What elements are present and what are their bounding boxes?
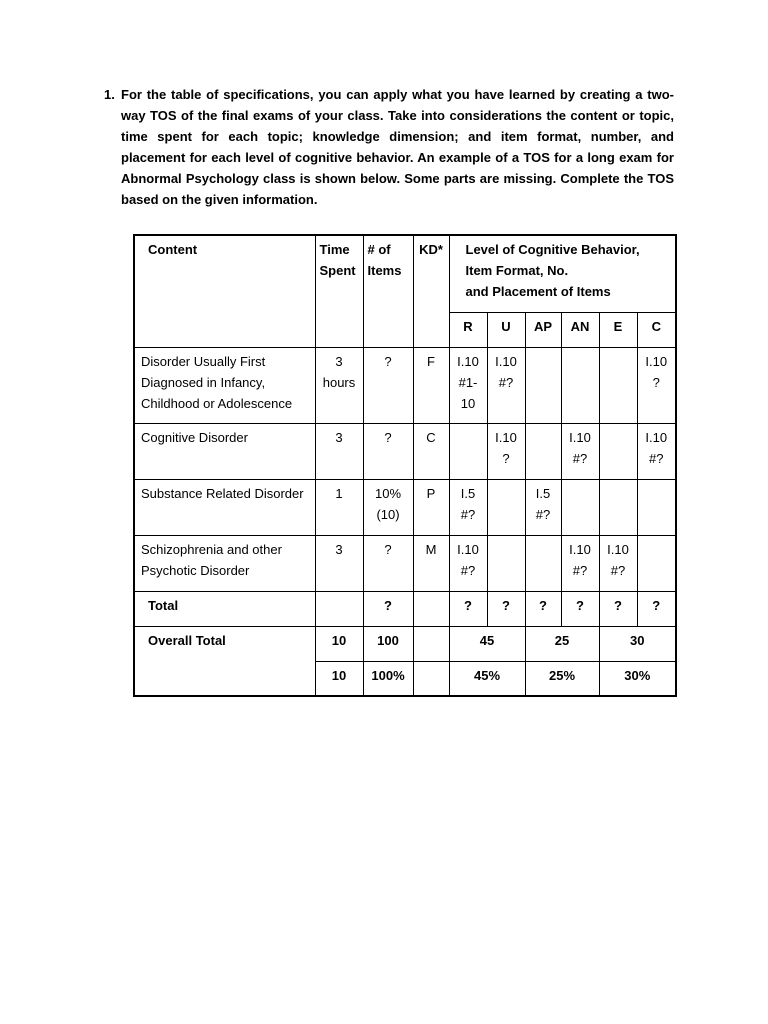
instruction-text: For the table of specifications, you can apply what you have learned by creating a two-way TOS of the final exams of your class. Take into considerations the content or topic, time spent for each topic; knowledge dimension; and item format, number, and placement for each level of cognitive behavior. An example of a TOS for a long exam for Abnormal Psychology class is shown below. Some parts are missing. Complete the TOS based on the given information. [121, 87, 674, 207]
tos-table [133, 234, 677, 697]
total-r: ? [449, 591, 487, 626]
cell-e [599, 423, 637, 479]
total-time [315, 591, 363, 626]
cell-an: I.10 #? [561, 535, 599, 591]
row-time: 1 [315, 479, 363, 535]
cell-u: I.10 ? [487, 423, 525, 479]
overall-items-pct: 100% [363, 661, 413, 696]
cell-ap [525, 535, 561, 591]
cell-an: I.10 #? [561, 423, 599, 479]
cell-ap [525, 347, 561, 423]
overall-group-ru: 45 [449, 626, 525, 661]
row-kd: F [413, 347, 449, 423]
cell-an [561, 347, 599, 423]
level-code-c: C [637, 312, 676, 347]
overall-kd-pct [413, 661, 449, 696]
table-row [134, 347, 676, 423]
header-content: Content [134, 235, 315, 347]
total-c: ? [637, 591, 676, 626]
header-row [134, 235, 676, 312]
cell-c: I.10 #? [637, 423, 676, 479]
cell-c [637, 535, 676, 591]
cell-u [487, 535, 525, 591]
row-content: Disorder Usually First Diagnosed in Infancy, Childhood or Adolescence [134, 347, 315, 423]
level-code-r: R [449, 312, 487, 347]
header-level-of-cognitive-behavior: Level of Cognitive Behavior, Item Format, No. and Placement of Items [449, 235, 676, 312]
cell-u [487, 479, 525, 535]
cell-r [449, 423, 487, 479]
instruction-number: 1. [104, 87, 115, 102]
overall-group-apan: 25 [525, 626, 599, 661]
overall-kd [413, 626, 449, 661]
cell-r: I.10 #1- 10 [449, 347, 487, 423]
cell-an [561, 479, 599, 535]
cell-e [599, 347, 637, 423]
cell-r: I.5 #? [449, 479, 487, 535]
total-ap: ? [525, 591, 561, 626]
total-an: ? [561, 591, 599, 626]
overall-items: 100 [363, 626, 413, 661]
overall-total-label: Overall Total [134, 626, 315, 696]
instruction-paragraph [104, 84, 674, 210]
overall-time: 10 [315, 626, 363, 661]
row-time: 3 hours [315, 347, 363, 423]
row-items: 10% (10) [363, 479, 413, 535]
overall-time-pct: 10 [315, 661, 363, 696]
row-kd: C [413, 423, 449, 479]
row-kd: P [413, 479, 449, 535]
row-content: Cognitive Disorder [134, 423, 315, 479]
overall-group-ec: 30 [599, 626, 676, 661]
cell-c: I.10 ? [637, 347, 676, 423]
total-label: Total [134, 591, 315, 626]
table-row [134, 423, 676, 479]
total-items: ? [363, 591, 413, 626]
table-row [134, 479, 676, 535]
row-items: ? [363, 535, 413, 591]
total-row [134, 591, 676, 626]
level-code-an: AN [561, 312, 599, 347]
cell-e: I.10 #? [599, 535, 637, 591]
row-items: ? [363, 347, 413, 423]
overall-group-ec-pct: 30% [599, 661, 676, 696]
cell-u: I.10 #? [487, 347, 525, 423]
table-row [134, 535, 676, 591]
overall-total-row [134, 626, 676, 661]
row-time: 3 [315, 423, 363, 479]
level-code-ap: AP [525, 312, 561, 347]
header-number-of-items: # of Items [363, 235, 413, 347]
cell-r: I.10 #? [449, 535, 487, 591]
cell-ap [525, 423, 561, 479]
total-kd [413, 591, 449, 626]
row-items: ? [363, 423, 413, 479]
level-code-e: E [599, 312, 637, 347]
cell-e [599, 479, 637, 535]
row-time: 3 [315, 535, 363, 591]
level-code-u: U [487, 312, 525, 347]
total-u: ? [487, 591, 525, 626]
row-content: Substance Related Disorder [134, 479, 315, 535]
row-content: Schizophrenia and other Psychotic Disorder [134, 535, 315, 591]
row-kd: M [413, 535, 449, 591]
header-time-spent: Time Spent [315, 235, 363, 347]
cell-ap: I.5 #? [525, 479, 561, 535]
overall-group-apan-pct: 25% [525, 661, 599, 696]
header-kd: KD* [413, 235, 449, 347]
overall-group-ru-pct: 45% [449, 661, 525, 696]
cell-c [637, 479, 676, 535]
total-e: ? [599, 591, 637, 626]
